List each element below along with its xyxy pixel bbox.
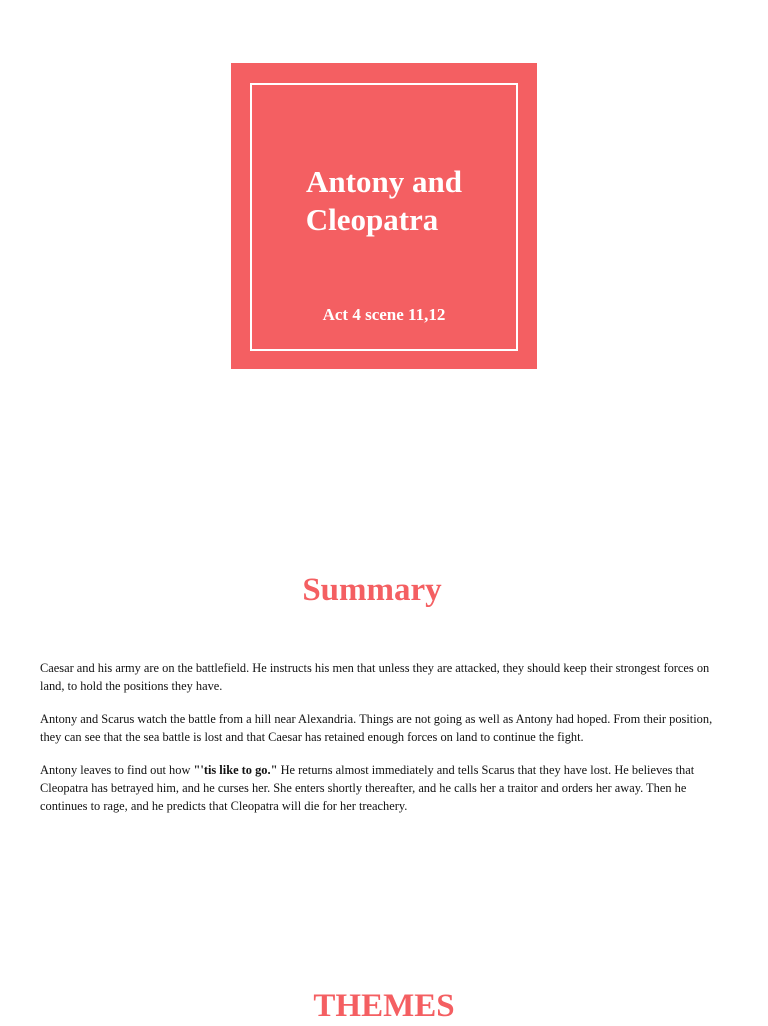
- summary-quote: "'tis like to go.": [193, 763, 278, 777]
- summary-paragraph-3: [40, 761, 735, 815]
- cover-block: [231, 63, 537, 369]
- summary-heading: Summary: [302, 572, 442, 608]
- summary-body: [40, 659, 735, 830]
- summary-paragraph-2: Antony and Scarus watch the battle from a hill near Alexandria. Things are not going as well as Antony had hoped. From their position, they can see that the sea battle is lost and that Caesar has retained enough forces on land to continue the fight.: [40, 712, 713, 744]
- summary-paragraph-1: Caesar and his army are on the battlefield. He instructs his men that unless they are attacked, they should keep their strongest forces on land, to hold the positions they have.: [40, 661, 710, 693]
- cover-subtitle: Act 4 scene 11,12: [322, 305, 446, 324]
- summary-paragraph-3-before: Antony leaves to find out how: [40, 763, 194, 777]
- cover-title: [231, 163, 537, 239]
- themes-heading: THEMES: [313, 988, 455, 1024]
- cover-title-line-1: Antony and: [306, 164, 462, 199]
- summary-paragraph-3-after: He returns almost immediately and tells Scarus that they have lost. He believes that Cleopatra has betrayed him, and he curses her. She enters shortly thereafter, and he calls her a traitor and orders her away. Then he continues to rage, and he predicts that Cleopatra will die for her treachery.: [40, 763, 695, 813]
- cover-title-line-2: Cleopatra: [305, 202, 439, 237]
